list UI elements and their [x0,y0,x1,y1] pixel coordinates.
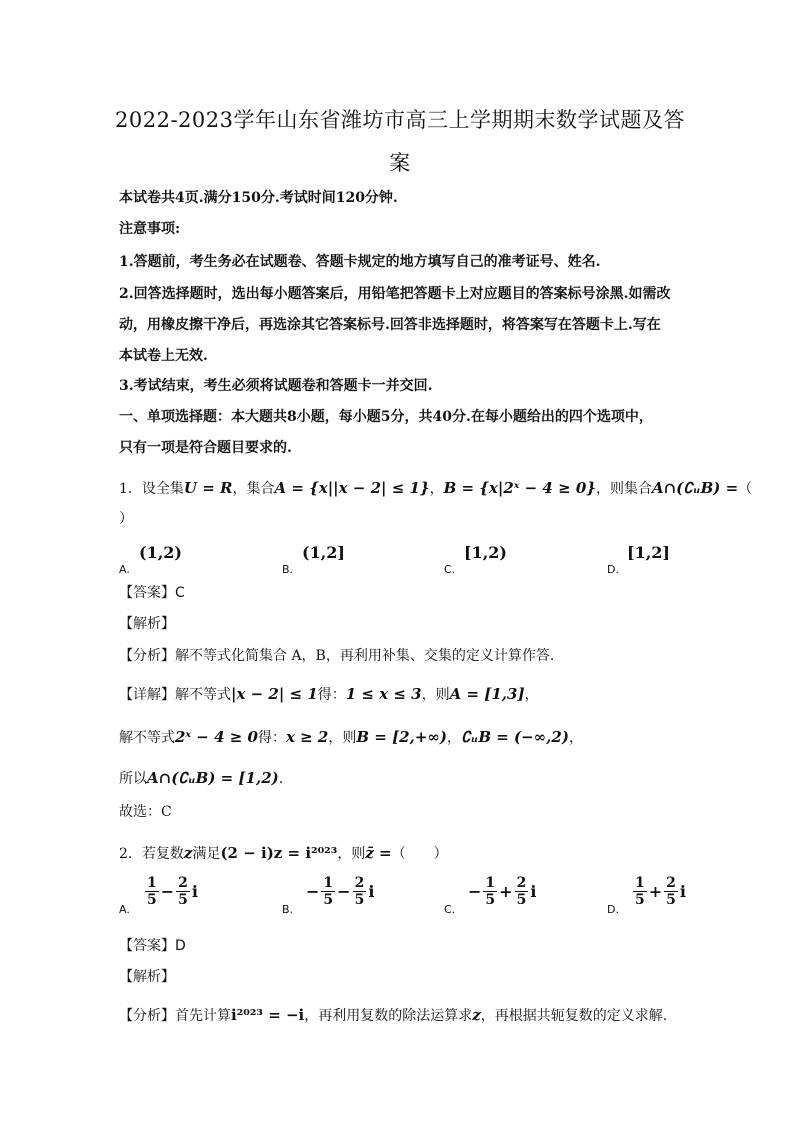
q2-option-a-den1: 5 [147,892,157,908]
q1-stem-text-b: ，集合 [232,481,275,497]
q1-universal-set: U = R [183,479,233,497]
q2-option-b-unit: i [368,882,375,901]
q1-detail-text: 解不等式 [119,730,175,746]
q2-option-b-num2: 2 [354,875,365,891]
q1-target-expr: A∩(∁ᵤB) = [651,479,739,497]
q2-option-a-frac1 [145,875,159,908]
notice-item-2c: 本试卷上无效. [119,348,208,364]
q2-answer [119,935,186,955]
section-heading-b: 只有一项是符合题目要求的. [119,440,292,456]
q1-fenxi [119,645,554,665]
q2-stem-text: ，则 [337,846,366,862]
q2-option-d-den2: 5 [666,892,676,908]
q2-option-a-num1: 1 [147,875,157,891]
q1-set-b: B = {x|2ˣ − 4 ≥ 0} [443,479,596,497]
q1-option-c-label: C. [444,563,456,576]
q1-set-b-result: B = [2,+∞) [356,728,447,746]
q1-detail-line2 [119,727,583,747]
q1-fenxi-text: 解不等式化简集合 A，B，再利用补集、交集的定义计算作答. [175,648,555,664]
q1-set-a-result: A = [1,3] [449,685,525,703]
q1-detail-text: 得： [257,730,286,746]
q2-option-a-den2: 5 [178,892,188,908]
notice-item-2a: 2.回答选择题时，选出每小题答案后，用铅笔把答题卡上对应题目的答案标号涂黑.如需改 [119,286,671,302]
q2-option-d-den1: 5 [635,892,645,908]
q2-option-a-sign2: − [160,882,175,901]
q2-answer-tag: 【答案】 [119,938,175,954]
q1-option-b-label: B. [282,563,294,576]
q2-z: z [183,844,193,862]
q1-option-d-value: [1,2] [627,543,670,562]
q2-option-b-frac1 [321,875,335,908]
exam-info: 本试卷共4页.满分150分.考试时间120分钟. [119,190,398,206]
q2-option-d-sign2: + [648,882,663,901]
q1-detail-text: 得： [317,687,346,703]
q1-answer [119,582,185,602]
notice-item-1: 1.答题前，考生务必在试题卷、答题卡规定的地方填写自己的准考证号、姓名. [119,254,601,270]
q2-option-d-label: D. [607,903,619,916]
q2-option-d-value [631,875,686,908]
q1-ineq-2: 2ˣ − 4 ≥ 0 [175,728,258,746]
q2-option-c-frac1 [483,875,497,908]
document-title-line1: 2022-2023学年山东省潍坊市高三上学期期末数学试题及答 [115,108,685,132]
q2-option-b-frac2 [353,875,367,908]
q2-option-a-label: A. [119,903,130,916]
q1-result-1: 1 ≤ x ≤ 3 [345,685,422,703]
q2-option-d-frac2 [664,875,678,908]
q2-option-c-num1: 1 [485,875,496,891]
q2-stem [119,843,448,863]
q2-fenxi-eq: i²⁰²³ = −i [231,1006,305,1024]
q2-option-a-unit: i [191,882,198,901]
q1-detail-text: 解不等式 [175,687,231,703]
q2-option-c-label: C. [444,903,456,916]
q1-detail-text: ， [446,730,461,746]
q2-option-c-unit: i [530,882,537,901]
q2-options [119,875,686,921]
q1-stem-text-a: 1．设全集 [119,481,184,497]
notice-item-3: 3.考试结束，考生必须将试题卷和答题卡一并交回. [119,378,433,394]
q2-option-c-sign1: − [468,882,482,901]
q1-fenxi-tag: 【分析】 [119,648,175,664]
q2-stem-text: （ ） [391,846,448,862]
q2-fenxi-tag: 【分析】 [119,1008,175,1024]
q1-detail-text: . [278,771,284,787]
q2-option-a-value [143,875,198,908]
q2-option-b-sign2: − [337,882,351,901]
q2-option-b-den1: 5 [323,892,334,908]
q1-option-d-label: D. [607,563,619,576]
q1-stem-end: ） [119,511,133,527]
q2-option-d-num2: 2 [666,875,676,891]
q2-fenxi-text: 首先计算 [175,1008,231,1024]
q1-answer-tag: 【答案】 [119,585,175,601]
q1-detail-text: ， [524,687,539,703]
notice-item-2b: 动，用橡皮擦干净后，再选涂其它答案标号.回答非选择题时，将答案写在答题卡上.写在 [119,317,661,333]
q2-option-b-num1: 1 [323,875,334,891]
q2-fenxi-text: ，再根据共轭复数的定义求解. [480,1008,668,1024]
q2-option-a-frac2 [176,875,190,908]
q1-analysis-tag: 【解析】 [119,616,175,632]
q1-detail-text: ，则 [421,687,450,703]
q2-option-c-den1: 5 [485,892,496,908]
q1-ineq-1: |x − 2| ≤ 1 [231,685,318,703]
q1-detail-line3 [119,768,283,788]
q2-option-a-num2: 2 [178,875,188,891]
q1-option-a-label: A. [119,563,130,576]
q2-option-b-value [306,875,374,908]
q2-option-b-den2: 5 [354,892,365,908]
q1-set-a: A = {x||x − 2| ≤ 1} [274,479,430,497]
q2-zbar: z̄ = [365,844,392,862]
q1-choose: 故选：C [119,804,172,820]
q2-option-d-frac1 [633,875,647,908]
q2-fenxi-z: z [472,1006,481,1024]
q1-detail-text: ，则 [328,730,357,746]
q2-option-c-num2: 2 [516,875,527,891]
q1-option-b-value: (1,2] [302,543,345,562]
q1-complement-result: ∁ᵤB = (−∞,2) [460,728,569,746]
q2-option-c-frac2 [515,875,529,908]
q2-equation: (2 − i)z = i²⁰²³ [220,844,338,862]
q1-answer-value: C [175,585,185,601]
q1-detail-text: 所以 [119,771,147,787]
q2-option-c-value [468,875,536,908]
q2-fenxi-text: ，再利用复数的除法运算求 [304,1008,473,1024]
q2-option-b-label: B. [282,903,294,916]
q1-result-2: x ≥ 2 [285,728,329,746]
q2-analysis-tag: 【解析】 [119,969,175,985]
q1-stem-text-c: ， [429,481,444,497]
q2-option-c-den2: 5 [516,892,527,908]
q2-option-d-num1: 1 [635,875,645,891]
notice-heading: 注意事项: [119,221,181,237]
q1-stem [119,478,752,498]
q1-stem-text-d: ，则集合 [595,481,652,497]
q2-fenxi [119,1005,667,1025]
q1-detail-line1 [119,684,539,704]
q1-option-c-value: [1,2) [464,543,507,562]
q1-final-result: A∩(∁ᵤB) = [1,2) [147,769,279,787]
q1-detail-tag: 【详解】 [119,687,175,703]
q1-option-a-value: (1,2) [139,543,182,562]
document-title-line2: 案 [389,151,411,175]
q1-options [119,543,679,583]
section-heading-a: 一、单项选择题：本大题共8小题，每小题5分，共40分.在每小题给出的四个选项中， [119,409,653,425]
q2-stem-text: 满足 [192,846,221,862]
q1-detail-text: ， [568,730,583,746]
q1-stem-text-e: （ [738,481,753,497]
q2-option-b-sign1: − [306,882,320,901]
q2-answer-value: D [175,938,186,954]
q2-stem-text: 2．若复数 [119,846,184,862]
q2-option-d-unit: i [679,882,686,901]
q2-option-c-sign2: + [499,882,513,901]
